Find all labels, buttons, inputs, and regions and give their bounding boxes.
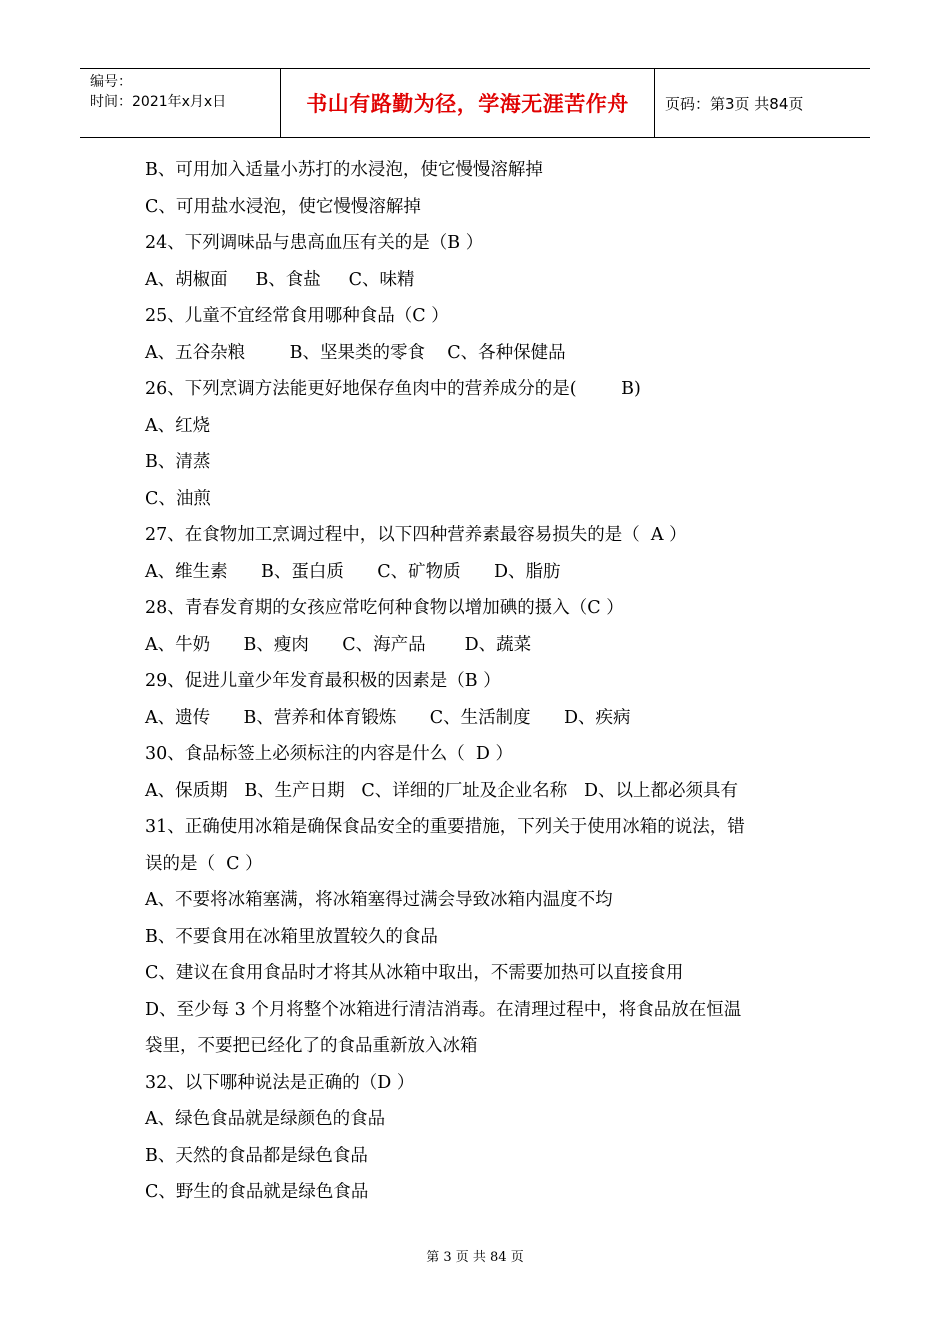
text-line: C、建议在食用食品时才将其从冰箱中取出，不需要加热可以直接食用 [145, 963, 684, 983]
page-footer: 第 3 页 共 84 页 [426, 1250, 524, 1265]
text-line: A、绿色食品就是绿颜色的食品 [145, 1109, 386, 1129]
text-line: 袋里，不要把已经化了的食品重新放入冰箱 [145, 1036, 478, 1056]
header-page-cell [655, 69, 870, 137]
text-line: 26、下列烹调方法能更好地保存鱼肉中的营养成分的是( B) [145, 379, 641, 399]
page-header [80, 68, 870, 138]
text-line: 30、食品标签上必须标注的内容是什么（ D ） [145, 744, 513, 764]
header-page-info: 页码：第3页 共84页 [665, 94, 804, 113]
text-line: C、油煎 [145, 488, 211, 509]
text-line: A、保质期 B、生产日期 C、详细的厂址及企业名称 D、以上都必须具有 [145, 780, 738, 801]
text-line: 误的是（ C ） [145, 853, 263, 874]
text-line: 27、在食物加工烹调过程中，以下四种营养素最容易损失的是（ A ） [145, 525, 687, 545]
document-date: 时间：2021年x月x日 [90, 94, 227, 110]
text-line: 32、以下哪种说法是正确的（D ） [145, 1072, 415, 1093]
text-line: 25、儿童不宜经常食用哪种食品（C ） [145, 306, 449, 326]
document-number-label: 编号： [90, 74, 132, 90]
text-line: 28、青春发育期的女孩应常吃何种食物以增加碘的摄入（C ） [145, 598, 624, 618]
text-line: B、清蒸 [145, 452, 211, 472]
header-motto-cell [281, 69, 655, 137]
text-line: 31、正确使用冰箱是确保食品安全的重要措施，下列关于使用冰箱的说法，错 [145, 817, 745, 837]
text-line: A、红烧 [145, 415, 211, 436]
text-line: A、维生素 B、蛋白质 C、矿物质 D、脂肪 [145, 561, 561, 582]
text-line: 24、下列调味品与患高血压有关的是（B ） [145, 233, 484, 253]
text-line: C、可用盐水浸泡，使它慢慢溶解掉 [145, 196, 421, 217]
text-line: 29、促进儿童少年发育最积极的因素是（B ） [145, 671, 501, 691]
text-line: A、五谷杂粮 B、坚果类的零食 C、各种保健品 [145, 342, 566, 363]
text-line: B、可用加入适量小苏打的水浸泡，使它慢慢溶解掉 [145, 160, 543, 180]
text-line: B、不要食用在冰箱里放置较久的食品 [145, 926, 438, 947]
text-line: B、天然的食品都是绿色食品 [145, 1145, 368, 1166]
text-line: A、不要将冰箱塞满，将冰箱塞得过满会导致冰箱内温度不均 [145, 890, 613, 910]
text-line: C、野生的食品就是绿色食品 [145, 1182, 369, 1202]
header-meta-cell [80, 69, 281, 137]
text-line: D、至少每 3 个月将整个冰箱进行清洁消毒。在清理过程中，将食品放在恒温 [145, 999, 742, 1020]
text-line: A、牛奶 B、瘦肉 C、海产品 D、蔬菜 [145, 634, 532, 655]
header-motto: 书山有路勤为径，学海无涯苦作舟 [306, 92, 629, 116]
text-line: A、胡椒面 B、食盐 C、味精 [145, 269, 415, 290]
text-line: A、遗传 B、营养和体育锻炼 C、生活制度 D、疾病 [145, 707, 631, 728]
document-body [145, 152, 810, 1211]
